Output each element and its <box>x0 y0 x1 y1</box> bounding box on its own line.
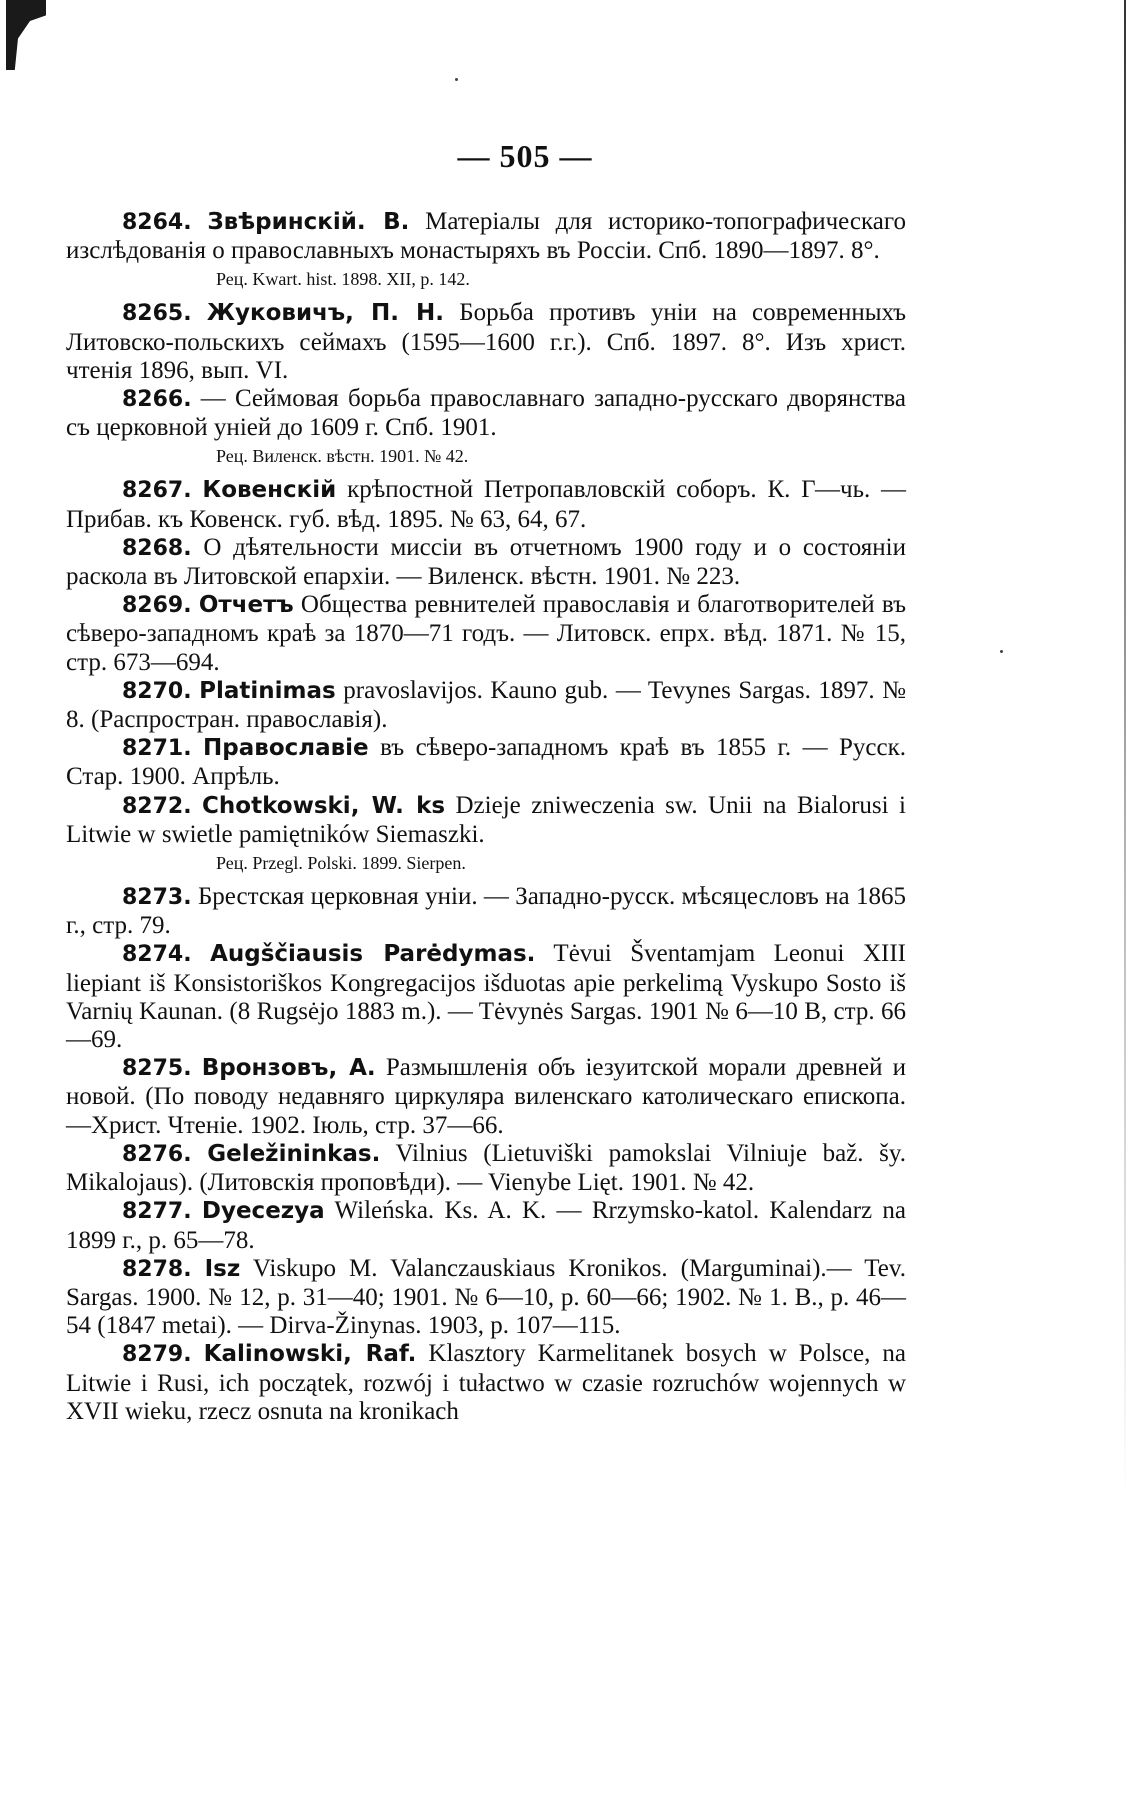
bibliography-entry <box>66 883 906 940</box>
scan-artifact-corner <box>6 0 46 70</box>
entry-description: крѣпостной Петропавловскій соборъ. К. Г—чь. — Прибав. къ Ковенск. губ. вѣд. 1895. № 63, 64, 67. <box>66 476 907 533</box>
entry-description: Klasztory Karmelitanek bosych w Polsce, na Litwie i Rusi, ich początek, rozwój i tułactwo w czasie rozruchów wojennych w XVII wieku, rzecz osnuta na kronikach <box>66 1340 906 1425</box>
entry-number: 8272. <box>122 793 192 819</box>
entry-description: Wileńska. Ks. A. K. — Rrzymsko-katol. Kalendarz na 1899 г., p. 65—78. <box>66 1197 907 1254</box>
entry-author: Звѣринскій. В. <box>207 209 410 235</box>
entry-number: 8270. <box>122 678 192 704</box>
bibliography-entry <box>66 476 906 533</box>
entry-number: 8276. <box>122 1141 192 1167</box>
bibliography-entry <box>66 591 906 677</box>
entry-number: 8277. <box>122 1199 192 1225</box>
scan-speck <box>455 78 458 81</box>
bibliography-list <box>66 208 906 1426</box>
entry-author: Православіе <box>203 735 369 762</box>
entry-author: Augščiausis Parėdymas. <box>210 941 536 968</box>
bibliography-entry <box>66 1340 906 1426</box>
entry-description: pravoslavijos. Kauno gub. — Tevynes Sargas. 1897. № 8. (Распростран. православія). <box>66 676 907 734</box>
entry-number: 8265. <box>122 301 192 327</box>
entry-author: Kalinowski, Raf. <box>203 1341 417 1368</box>
bibliography-entry <box>66 1197 906 1254</box>
entry-author: Жуковичъ, П. Н. <box>206 300 444 327</box>
entry-description: Viskupo M. Valanczauskiaus Kronikos. (Marguminai).— Tev. Sargas. 1900. № 12, p. 31—40; 1901. № 6—10, p. 60—66; 1902. № 1. B., p. 46—54 (1847 metai). — Dirva-Žinynas. 1903, p. 107—115. <box>66 1254 906 1340</box>
page-number: — 505 — <box>457 138 593 174</box>
entry-author: Geležininkas. <box>207 1140 381 1167</box>
entry-description: Vilnius (Lietuviški pamokslai Vilniuje baž. šy. Mikalojaus). (Литовскія проповѣди). — Vienybe Lięt. 1901. № 42. <box>66 1139 906 1197</box>
bibliography-entry <box>66 1255 906 1341</box>
entry-number: 8274. <box>122 942 192 968</box>
entry-number: 8278. <box>122 1256 192 1282</box>
entry-number: 8279. <box>122 1342 192 1368</box>
entry-author: Ковенскій <box>202 477 337 504</box>
entry-description: О дѣятельности миссіи въ отчетномъ 1900 году и о состояніи раскола въ Литовской епархіи. — Виленск. вѣстн. 1901. № 223. <box>66 533 906 591</box>
entry-description: въ сѣверо-западномъ краѣ въ 1855 г. — Русск. Стар. 1900. Апрѣль. <box>66 734 907 791</box>
entry-author: Вронзовъ, А. <box>201 1055 376 1082</box>
bibliography-entry <box>66 208 906 265</box>
bibliography-entry <box>66 677 906 734</box>
entry-number: 8267. <box>122 478 192 504</box>
bibliography-entry <box>66 299 906 385</box>
entry-description: Борьба противъ уніи на современныхъ Литовско-польскихъ сеймахъ (1595—1600 г.г.). Спб. 1897. 8°. Изъ христ. чтенія 1896, вып. VI. <box>66 299 907 384</box>
entry-review-note: Рец. Przegl. Polski. 1899. Sierpen. <box>216 853 466 874</box>
bibliography-entry <box>66 940 906 1054</box>
bibliography-entry <box>66 734 906 791</box>
entry-description: Размышленія объ іезуитской морали древней и новой. (По поводу недавняго циркуляра виленскаго католическаго епископа.—Христ. Чтеніе. 1902. Іюль, стр. 37—66. <box>66 1054 907 1139</box>
bibliography-entry <box>66 1054 906 1140</box>
bibliography-entry <box>66 792 906 849</box>
entry-description: — Сеймовая борьба православнаго западно-русскаго дворянства съ церковной уніей до 1609 г. Спб. 1901. <box>66 385 906 442</box>
entry-author: Isz <box>204 1255 241 1282</box>
entry-number: 8266. <box>122 387 192 413</box>
entry-description: Tėvui Šventamjam Leonui XIII liepiant iš Konsistoriškos Kongregacijos išduotas apie perkelimą Vyskupo Sosto iš Varnių Kaunan. (8 Rugsėjo 1883 m.). — Tėvynės Sargas. 1901 № 6—10 B, стр. 66—69. <box>66 940 906 1054</box>
entry-author: Dyecezya <box>201 1198 325 1225</box>
entry-number: 8269. <box>122 593 192 619</box>
bibliography-entry <box>66 385 906 442</box>
scan-artifact-edge <box>1124 0 1126 1500</box>
entry-description: Матеріалы для историко-топографическаго изслѣдованія о православныхъ монастыряхъ въ Россіи. Спб. 1890—1897. 8°. <box>66 208 906 265</box>
entry-author: Отчетъ <box>198 592 294 619</box>
bibliography-entry <box>66 1140 906 1197</box>
entry-number: 8271. <box>122 736 192 762</box>
entry-author: Platinimas <box>199 677 336 704</box>
entry-number: 8268. <box>122 535 192 561</box>
entry-author: Chotkowski, W. ks <box>202 792 446 819</box>
entry-review-note: Рец. Kwart. hist. 1898. XII, p. 142. <box>216 269 470 290</box>
bibliography-entry <box>66 534 906 591</box>
scan-speck <box>1000 650 1003 653</box>
entry-description: Общества ревнителей православія и благотворителей въ сѣверо-западномъ краѣ за 1870—71 годъ. — Литовск. епрх. вѣд. 1871. № 15, стр. 673—694. <box>66 591 906 676</box>
entry-description: Dzieje zniweczenia sw. Unii na Bialorusi i Litwie w swietle pamiętników Siemaszki. <box>66 791 906 848</box>
entry-number: 8264. <box>122 210 192 235</box>
entry-number: 8275. <box>122 1056 192 1082</box>
entry-description: Брестская церковная уніи. — Западно-русск. мѣсяцесловъ на 1865 г., стр. 79. <box>66 883 906 940</box>
entry-number: 8273. <box>122 885 192 911</box>
entry-review-note: Рец. Виленск. вѣстн. 1901. № 42. <box>216 446 469 467</box>
